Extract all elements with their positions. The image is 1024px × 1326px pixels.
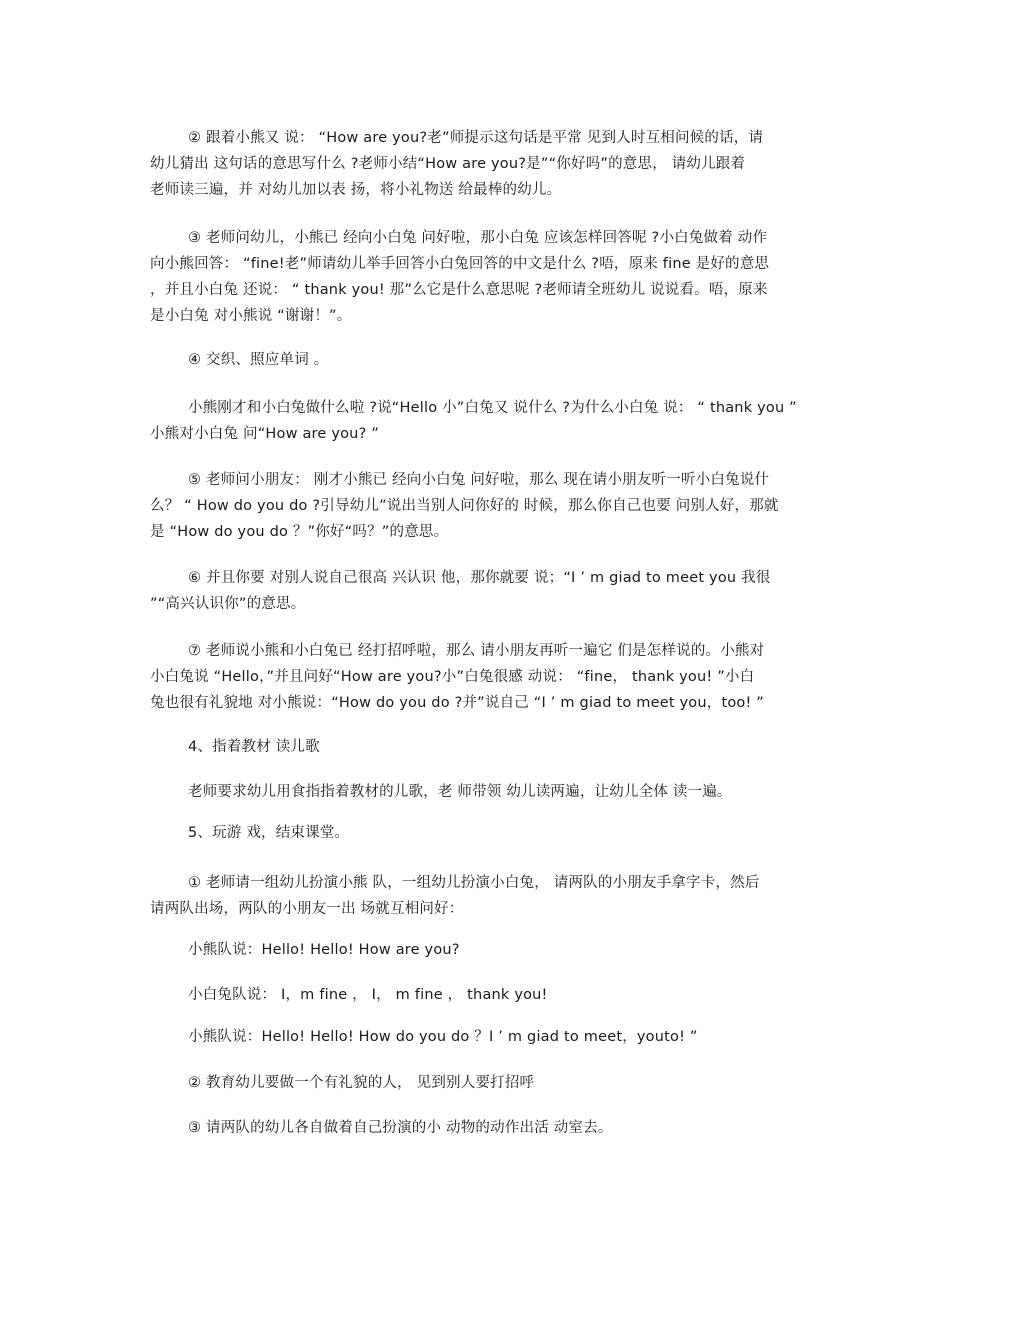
- text-line: 4、指着教材 读儿歌: [188, 739, 320, 755]
- text-line: 幼儿猜出 这句话的意思写什么 ?老师小结“How are you?是”“你好吗”的意思， 请幼儿跟着: [150, 156, 746, 172]
- section-heading-5: [150, 820, 890, 846]
- text-line: ② 跟着小熊又 说： “How are you?老”师提示这句话是平常 见到人时互相问候的话，请: [188, 130, 764, 146]
- text-line: 小熊队说：Hello! Hello! How do you do ？I ’ m giad to meet，youto! ”: [188, 1029, 698, 1045]
- paragraph-read-rhyme: [150, 779, 890, 805]
- text-line: 老师要求幼儿用食指指着教材的儿歌，老 师带领 幼儿读两遍，让幼儿全体 读一遍。: [188, 784, 732, 800]
- dialogue-bear-1: [150, 937, 890, 963]
- text-line: 小白兔队说： I，m fine ， I， m fine ， thank you!: [188, 987, 548, 1003]
- text-line: ，并且小白兔 还说： “ thank you! 那”么它是什么意思呢 ?老师请全班幼儿 说说看。唔，原来: [150, 282, 768, 298]
- paragraph-step-5: [150, 467, 890, 545]
- dialogue-bear-2: [150, 1024, 890, 1050]
- text-line: 么？ “ How do you do ?引导幼儿”说出当别人问你好的 时候，那么你自己也要 问别人好，那就: [150, 498, 779, 514]
- text-line: ③ 老师问幼儿，小熊已 经向小白兔 问好啦，那小白兔 应该怎样回答呢 ?小白兔做着 动作: [188, 230, 768, 246]
- paragraph-game-2: [150, 1070, 890, 1096]
- paragraph-step-6: [150, 565, 890, 617]
- dialogue-rabbit: [150, 982, 890, 1008]
- text-line: ⑦ 老师说小熊和小白兔已 经打招呼啦，那么 请小朋友再听一遍它 们是怎样说的。小熊对: [188, 643, 765, 659]
- text-line: ③ 请两队的幼儿各自做着自己扮演的小 动物的动作出活 动室去。: [188, 1120, 613, 1136]
- text-line: ① 老师请一组幼儿扮演小熊 队，一组幼儿扮演小白兔， 请两队的小朋友手拿字卡，然后: [188, 875, 760, 891]
- paragraph-game-3: [150, 1115, 890, 1141]
- text-line: 小熊队说：Hello! Hello! How are you?: [188, 942, 460, 958]
- text-line: 向小熊回答： “fine!老”师请幼儿举手回答小白兔回答的中文是什么 ?唔，原来 fine 是好的意思: [150, 256, 770, 272]
- paragraph-step-2: [150, 125, 890, 203]
- text-line: 是小白兔 对小熊说 “谢谢！”。: [150, 308, 352, 324]
- text-line: ④ 交织、照应单词 。: [188, 352, 329, 368]
- text-line: 小白兔说 “Hello，”并且问好“How are you?小”白兔很感 动说： “fine， thank you! ”小白: [150, 669, 755, 685]
- section-heading-4: [150, 734, 890, 760]
- text-line: 老师读三遍，并 对幼儿加以表 扬，将小礼物送 给最棒的幼儿。: [150, 182, 562, 198]
- text-line: 小熊对小白兔 问“How are you? ”: [150, 426, 379, 442]
- text-line: 请两队出场，两队的小朋友一出 场就互相问好：: [150, 901, 464, 917]
- paragraph-step-7: [150, 638, 890, 716]
- paragraph-step-4: [150, 347, 890, 373]
- text-line: ”“高兴认识你”的意思。: [150, 596, 306, 612]
- text-line: ② 教育幼儿要做一个有礼貌的人， 见到别人要打招呼: [188, 1075, 535, 1091]
- text-line: 是 “How do you do ？”你好“吗？”的意思。: [150, 524, 449, 540]
- paragraph-step-4-detail: [150, 395, 890, 447]
- text-line: 兔也很有礼貌地 对小熊说：“How do you do ?并”说自己 “I ’ m giad to meet you，too! ”: [150, 695, 765, 711]
- text-line: 5、玩游 戏，结束课堂。: [188, 825, 350, 841]
- text-line: 小熊刚才和小白兔做什么啦 ?说“Hello 小”白兔又 说什么 ?为什么小白兔 说： “ thank you ”: [188, 400, 797, 416]
- paragraph-step-3: [150, 225, 890, 329]
- text-line: ⑥ 并且你要 对别人说自己很高 兴认识 他，那你就要 说；“I ’ m giad to meet you 我很: [188, 570, 771, 586]
- text-line: ⑤ 老师问小朋友： 刚才小熊已 经向小白兔 问好啦，那么 现在请小朋友听一听小白兔说什: [188, 472, 770, 488]
- paragraph-game-1: [150, 870, 890, 922]
